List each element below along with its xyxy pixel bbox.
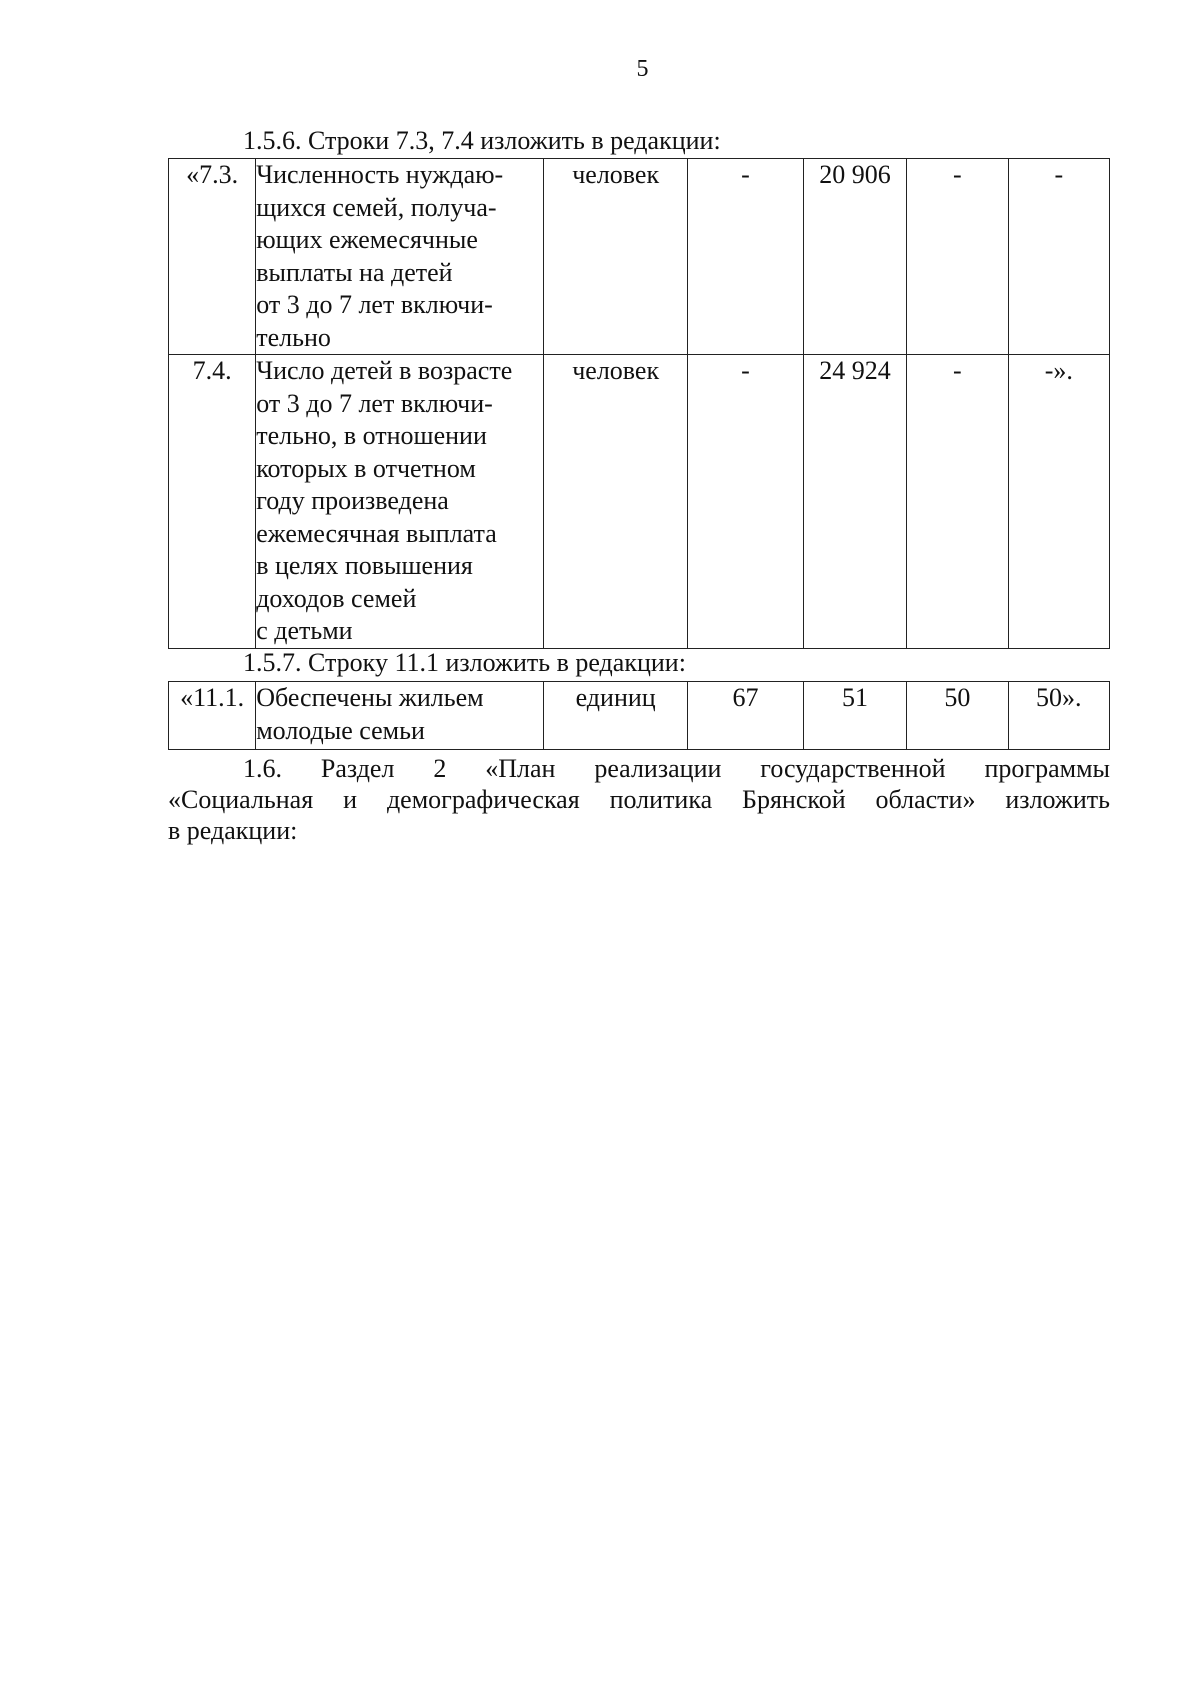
value-cell-2: 24 924 bbox=[803, 355, 906, 649]
word: и bbox=[343, 785, 358, 814]
word: государственной bbox=[760, 754, 946, 783]
indicator-name bbox=[256, 159, 544, 355]
section-1-5-6-heading: 1.5.6. Строки 7.3, 7.4 изложить в редакции: bbox=[243, 126, 721, 155]
indicators-table-7 bbox=[168, 158, 1110, 649]
row-number: 7.4. bbox=[169, 355, 256, 649]
value-cell-3: 50 bbox=[907, 682, 1008, 750]
word: изложить bbox=[1005, 785, 1110, 814]
indicator-name-line: выплаты на детей bbox=[256, 257, 453, 287]
value-cell-3: - bbox=[907, 159, 1008, 355]
indicator-name-line: от 3 до 7 лет включи- bbox=[256, 388, 493, 418]
word: 1.6. bbox=[243, 754, 282, 783]
paragraph-line-1 bbox=[168, 753, 1110, 784]
word: 2 bbox=[433, 754, 447, 783]
value-cell-4: 50». bbox=[1008, 682, 1109, 750]
row-number: «7.3. bbox=[169, 159, 256, 355]
section-1-6-paragraph bbox=[168, 753, 1110, 846]
indicator-name-line: которых в отчетном bbox=[256, 453, 476, 483]
indicator-name bbox=[256, 682, 544, 750]
row-number: «11.1. bbox=[169, 682, 256, 750]
paragraph-line-3: в редакции: bbox=[168, 816, 298, 845]
value-cell-3: - bbox=[907, 355, 1008, 649]
indicator-name-line: с детьми bbox=[256, 616, 353, 645]
word: области» bbox=[875, 785, 976, 814]
word: политика bbox=[609, 785, 713, 814]
value-cell-4: -». bbox=[1008, 355, 1109, 649]
word: Брянской bbox=[742, 785, 846, 814]
word: Раздел bbox=[320, 754, 395, 783]
indicator-name-line: ежемесячная выплата bbox=[256, 518, 497, 548]
indicator-name-line: Обеспечены жильем bbox=[256, 683, 484, 712]
table-row-11-1 bbox=[169, 682, 1110, 750]
paragraph-line-2 bbox=[168, 784, 1110, 815]
unit-cell: человек bbox=[544, 355, 688, 649]
value-cell-4: - bbox=[1008, 159, 1109, 355]
indicator-name-line: молодые семьи bbox=[256, 715, 425, 745]
value-cell-1: - bbox=[688, 355, 804, 649]
page-number: 5 bbox=[636, 56, 649, 82]
table-row-7-3 bbox=[169, 159, 1110, 355]
indicator-name-line: Численность нуждаю- bbox=[256, 160, 504, 189]
indicator-name-line: Число детей в возрасте bbox=[256, 356, 513, 385]
value-cell-1: 67 bbox=[688, 682, 804, 750]
indicator-name bbox=[256, 355, 544, 649]
word: демографическая bbox=[386, 785, 580, 814]
value-cell-2: 51 bbox=[803, 682, 906, 750]
table-row-7-4 bbox=[169, 355, 1110, 649]
unit-cell: человек bbox=[544, 159, 688, 355]
indicator-name-line: тельно bbox=[256, 322, 331, 352]
word: реализации bbox=[594, 754, 722, 783]
indicator-name-line: в целях повышения bbox=[256, 551, 473, 580]
indicator-name-line: щихся семей, получа- bbox=[256, 192, 497, 222]
value-cell-2: 20 906 bbox=[803, 159, 906, 355]
word: программы bbox=[984, 754, 1110, 783]
word: «План bbox=[485, 754, 556, 783]
unit-cell: единиц bbox=[544, 682, 688, 750]
indicator-name-line: ющих ежемесячные bbox=[256, 225, 478, 254]
indicator-name-line: от 3 до 7 лет включи- bbox=[256, 290, 493, 319]
indicator-name-line: доходов семей bbox=[256, 583, 417, 613]
indicator-name-line: году произведена bbox=[256, 486, 449, 515]
indicator-name-line: тельно, в отношении bbox=[256, 421, 487, 450]
indicators-table-11 bbox=[168, 681, 1110, 750]
value-cell-1: - bbox=[688, 159, 804, 355]
word: «Социальная bbox=[168, 785, 314, 814]
section-1-5-7-heading: 1.5.7. Строку 11.1 изложить в редакции: bbox=[243, 648, 686, 677]
